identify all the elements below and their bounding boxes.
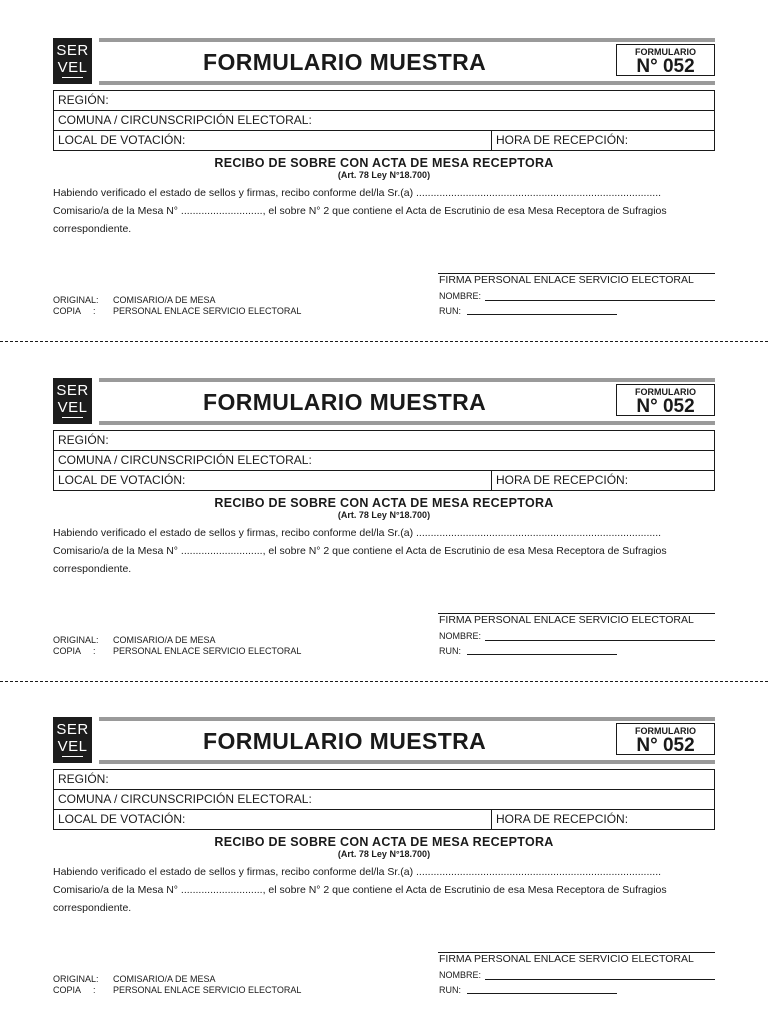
copy-copia-value: PERSONAL ENLACE SERVICIO ELECTORAL [113,306,302,316]
body-line-3: correspondiente. [53,223,132,235]
fields-table [53,90,715,151]
run-field[interactable] [467,654,617,655]
form-title: FORMULARIO MUESTRA [203,728,487,754]
receipt-title: RECIBO DE SOBRE CON ACTA DE MESA RECEPTORA [214,835,554,849]
comuna-row[interactable] [54,790,714,810]
receipt-subtitle: (Art. 78 Ley N°18.700) [337,170,431,180]
header-rule-top [99,378,715,382]
comuna-label: COMUNA / CIRCUNSCRIPCIÓN ELECTORAL: [58,792,312,806]
run-label: RUN: [439,646,461,656]
copy-original-value: COMISARIO/A DE MESA [113,295,216,305]
copy-original-key: ORIGINAL: [53,635,99,645]
body-line-3: correspondiente. [53,902,132,914]
copy-copia-key: COPIA : [53,985,96,995]
receipt-form-2 [53,378,715,668]
local-row[interactable] [54,131,714,150]
local-row[interactable] [54,471,714,490]
logo-underline [62,417,83,418]
servel-logo [53,38,92,84]
servel-logo [53,717,92,763]
copy-original-value: COMISARIO/A DE MESA [113,635,216,645]
cell-divider [491,131,492,150]
nombre-label: NOMBRE: [439,291,482,301]
body-line-3: correspondiente. [53,563,132,575]
receipt-body [53,863,715,917]
receipt-form-1 [53,38,715,328]
header-rule-top [99,38,715,42]
nombre-field[interactable] [485,640,715,641]
nombre-label: NOMBRE: [439,631,482,641]
hora-label: HORA DE RECEPCIÓN: [496,473,629,487]
form-number: N° 052 [636,396,695,417]
region-row[interactable] [54,770,714,790]
form-number: N° 052 [636,735,695,756]
comuna-label: COMUNA / CIRCUNSCRIPCIÓN ELECTORAL: [58,453,312,467]
cell-divider [491,810,492,829]
local-label: LOCAL DE VOTACIÓN: [58,133,186,147]
cell-divider [491,471,492,490]
local-label: LOCAL DE VOTACIÓN: [58,473,186,487]
logo-underline [62,77,83,78]
logo-text-top: SER [56,721,89,738]
form-number-label: FORMULARIO [635,47,696,57]
copy-copia-value: PERSONAL ENLACE SERVICIO ELECTORAL [113,646,302,656]
copy-distribution [53,974,301,996]
comuna-label: COMUNA / CIRCUNSCRIPCIÓN ELECTORAL: [58,113,312,127]
local-label: LOCAL DE VOTACIÓN: [58,812,186,826]
comuna-row[interactable] [54,451,714,471]
fields-table [53,769,715,830]
region-label: REGIÓN: [58,93,109,107]
logo-text-top: SER [56,382,89,399]
cut-line [0,341,768,342]
servel-logo [53,378,92,424]
nombre-field[interactable] [485,979,715,980]
copy-copia-value: PERSONAL ENLACE SERVICIO ELECTORAL [113,985,302,995]
run-label: RUN: [439,985,461,995]
header-rule-bottom [99,421,715,425]
body-line-2: Comisario/a de la Mesa N° ............................, el sobre N° 2 que contiene el Acta de Escrutinio de esa Mesa Receptora de Sufragios [53,545,667,557]
form-title: FORMULARIO MUESTRA [203,49,487,75]
copy-copia-key: COPIA : [53,646,96,656]
receipt-body [53,524,715,578]
receipt-title: RECIBO DE SOBRE CON ACTA DE MESA RECEPTORA [214,156,554,170]
copy-original-key: ORIGINAL: [53,295,99,305]
region-row[interactable] [54,431,714,451]
region-label: REGIÓN: [58,433,109,447]
receipt-subtitle: (Art. 78 Ley N°18.700) [337,849,431,859]
run-label: RUN: [439,306,461,316]
body-line-2: Comisario/a de la Mesa N° ............................, el sobre N° 2 que contiene el Acta de Escrutinio de esa Mesa Receptora de Sufragios [53,205,667,217]
form-title: FORMULARIO MUESTRA [203,389,487,415]
signature-title: FIRMA PERSONAL ENLACE SERVICIO ELECTORAL [439,274,694,286]
header-rule-bottom [99,760,715,764]
cut-line [0,681,768,682]
copy-original-value: COMISARIO/A DE MESA [113,974,216,984]
nombre-label: NOMBRE: [439,970,482,980]
body-line-2: Comisario/a de la Mesa N° ............................, el sobre N° 2 que contiene el Acta de Escrutinio de esa Mesa Receptora de Sufragios [53,884,667,896]
form-number-box [616,44,715,76]
logo-text-bottom: VEL [57,738,88,755]
body-line-1: Habiendo verificado el estado de sellos y firmas, recibo conforme del/la Sr.(a) .................................................................................... [53,866,662,878]
receipt-body [53,184,715,238]
form-number-box [616,384,715,416]
nombre-field[interactable] [485,300,715,301]
logo-text-top: SER [56,42,89,59]
signature-title: FIRMA PERSONAL ENLACE SERVICIO ELECTORAL [439,614,694,626]
header-rule-top [99,717,715,721]
copy-distribution [53,635,301,657]
hora-label: HORA DE RECEPCIÓN: [496,133,629,147]
body-line-1: Habiendo verificado el estado de sellos y firmas, recibo conforme del/la Sr.(a) .................................................................................... [53,187,662,199]
copy-original-key: ORIGINAL: [53,974,99,984]
form-number: N° 052 [636,56,695,77]
fields-table [53,430,715,491]
receipt-subtitle: (Art. 78 Ley N°18.700) [337,510,431,520]
logo-underline [62,756,83,757]
header-rule-bottom [99,81,715,85]
region-row[interactable] [54,91,714,111]
local-row[interactable] [54,810,714,829]
hora-label: HORA DE RECEPCIÓN: [496,812,629,826]
copy-copia-key: COPIA : [53,306,96,316]
run-field[interactable] [467,314,617,315]
form-number-box [616,723,715,755]
receipt-title: RECIBO DE SOBRE CON ACTA DE MESA RECEPTORA [214,496,554,510]
logo-text-bottom: VEL [57,59,88,76]
form-number-label: FORMULARIO [635,387,696,397]
comuna-row[interactable] [54,111,714,131]
form-number-label: FORMULARIO [635,726,696,736]
signature-title: FIRMA PERSONAL ENLACE SERVICIO ELECTORAL [439,953,694,965]
body-line-1: Habiendo verificado el estado de sellos y firmas, recibo conforme del/la Sr.(a) .................................................................................... [53,527,662,539]
run-field[interactable] [467,993,617,994]
receipt-form-3 [53,717,715,1007]
logo-text-bottom: VEL [57,399,88,416]
region-label: REGIÓN: [58,772,109,786]
copy-distribution [53,295,301,317]
